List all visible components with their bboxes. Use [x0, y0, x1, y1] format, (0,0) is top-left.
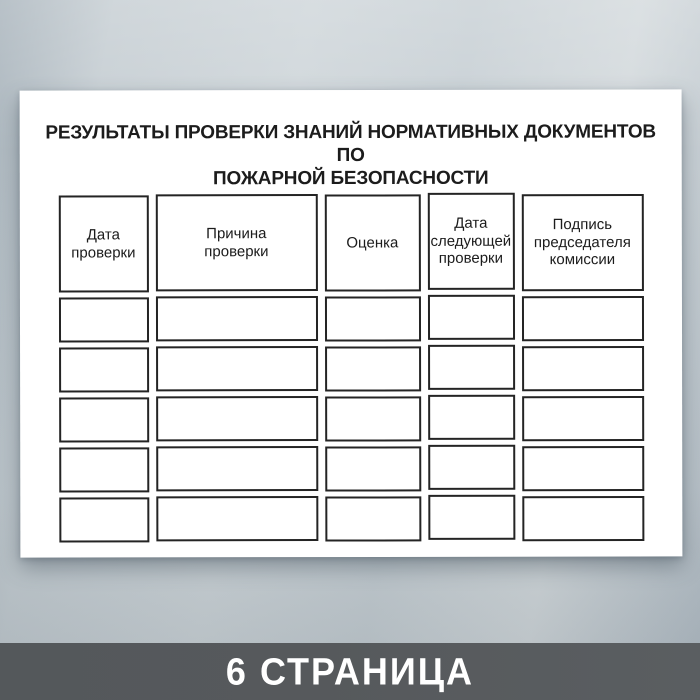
table-cell — [155, 296, 317, 341]
table-cell — [522, 396, 644, 441]
table-cell — [428, 445, 515, 490]
column-header: Дата проверки — [58, 195, 148, 292]
document-title-line: ПОЖАРНОЙ БЕЗОПАСНОСТИ — [213, 167, 489, 190]
table-column-3 — [427, 193, 515, 540]
results-table — [58, 193, 644, 541]
table-cell — [522, 496, 644, 541]
column-header: Дата следующей проверки — [427, 193, 514, 290]
table-cell — [59, 347, 149, 392]
table-cell — [522, 346, 644, 391]
table-cell — [428, 345, 515, 390]
page-footer-banner — [0, 643, 700, 700]
table-cell — [59, 447, 149, 492]
table-cell — [324, 296, 420, 341]
table-cell — [428, 395, 515, 440]
table-cell — [325, 496, 421, 541]
table-cell — [325, 396, 421, 441]
table-cell — [58, 297, 148, 342]
table-cell — [156, 446, 318, 491]
column-header: Причина проверки — [155, 194, 317, 291]
table-cell — [156, 346, 318, 391]
table-cell — [59, 397, 149, 442]
table-cell — [59, 497, 149, 542]
table-column-0 — [58, 195, 149, 542]
page-number-label: 6 СТРАНИЦА — [225, 649, 475, 693]
table-cell — [428, 495, 515, 540]
document-page — [20, 89, 683, 557]
table-column-1 — [155, 194, 318, 541]
document-title — [41, 120, 661, 190]
table-cell — [156, 496, 318, 541]
table-cell — [325, 446, 421, 491]
table-column-2 — [324, 194, 421, 541]
column-header: Подпись председателя комиссии — [521, 194, 643, 291]
table-cell — [325, 346, 421, 391]
column-header: Оценка — [324, 194, 420, 291]
table-cell — [427, 295, 514, 340]
table-cell — [521, 296, 643, 341]
table-column-4 — [521, 194, 644, 541]
table-cell — [522, 446, 644, 491]
document-title-line: РЕЗУЛЬТАТЫ ПРОВЕРКИ ЗНАНИЙ НОРМАТИВНЫХ ДОКУМЕНТОВ ПО — [45, 121, 656, 167]
table-cell — [156, 396, 318, 441]
